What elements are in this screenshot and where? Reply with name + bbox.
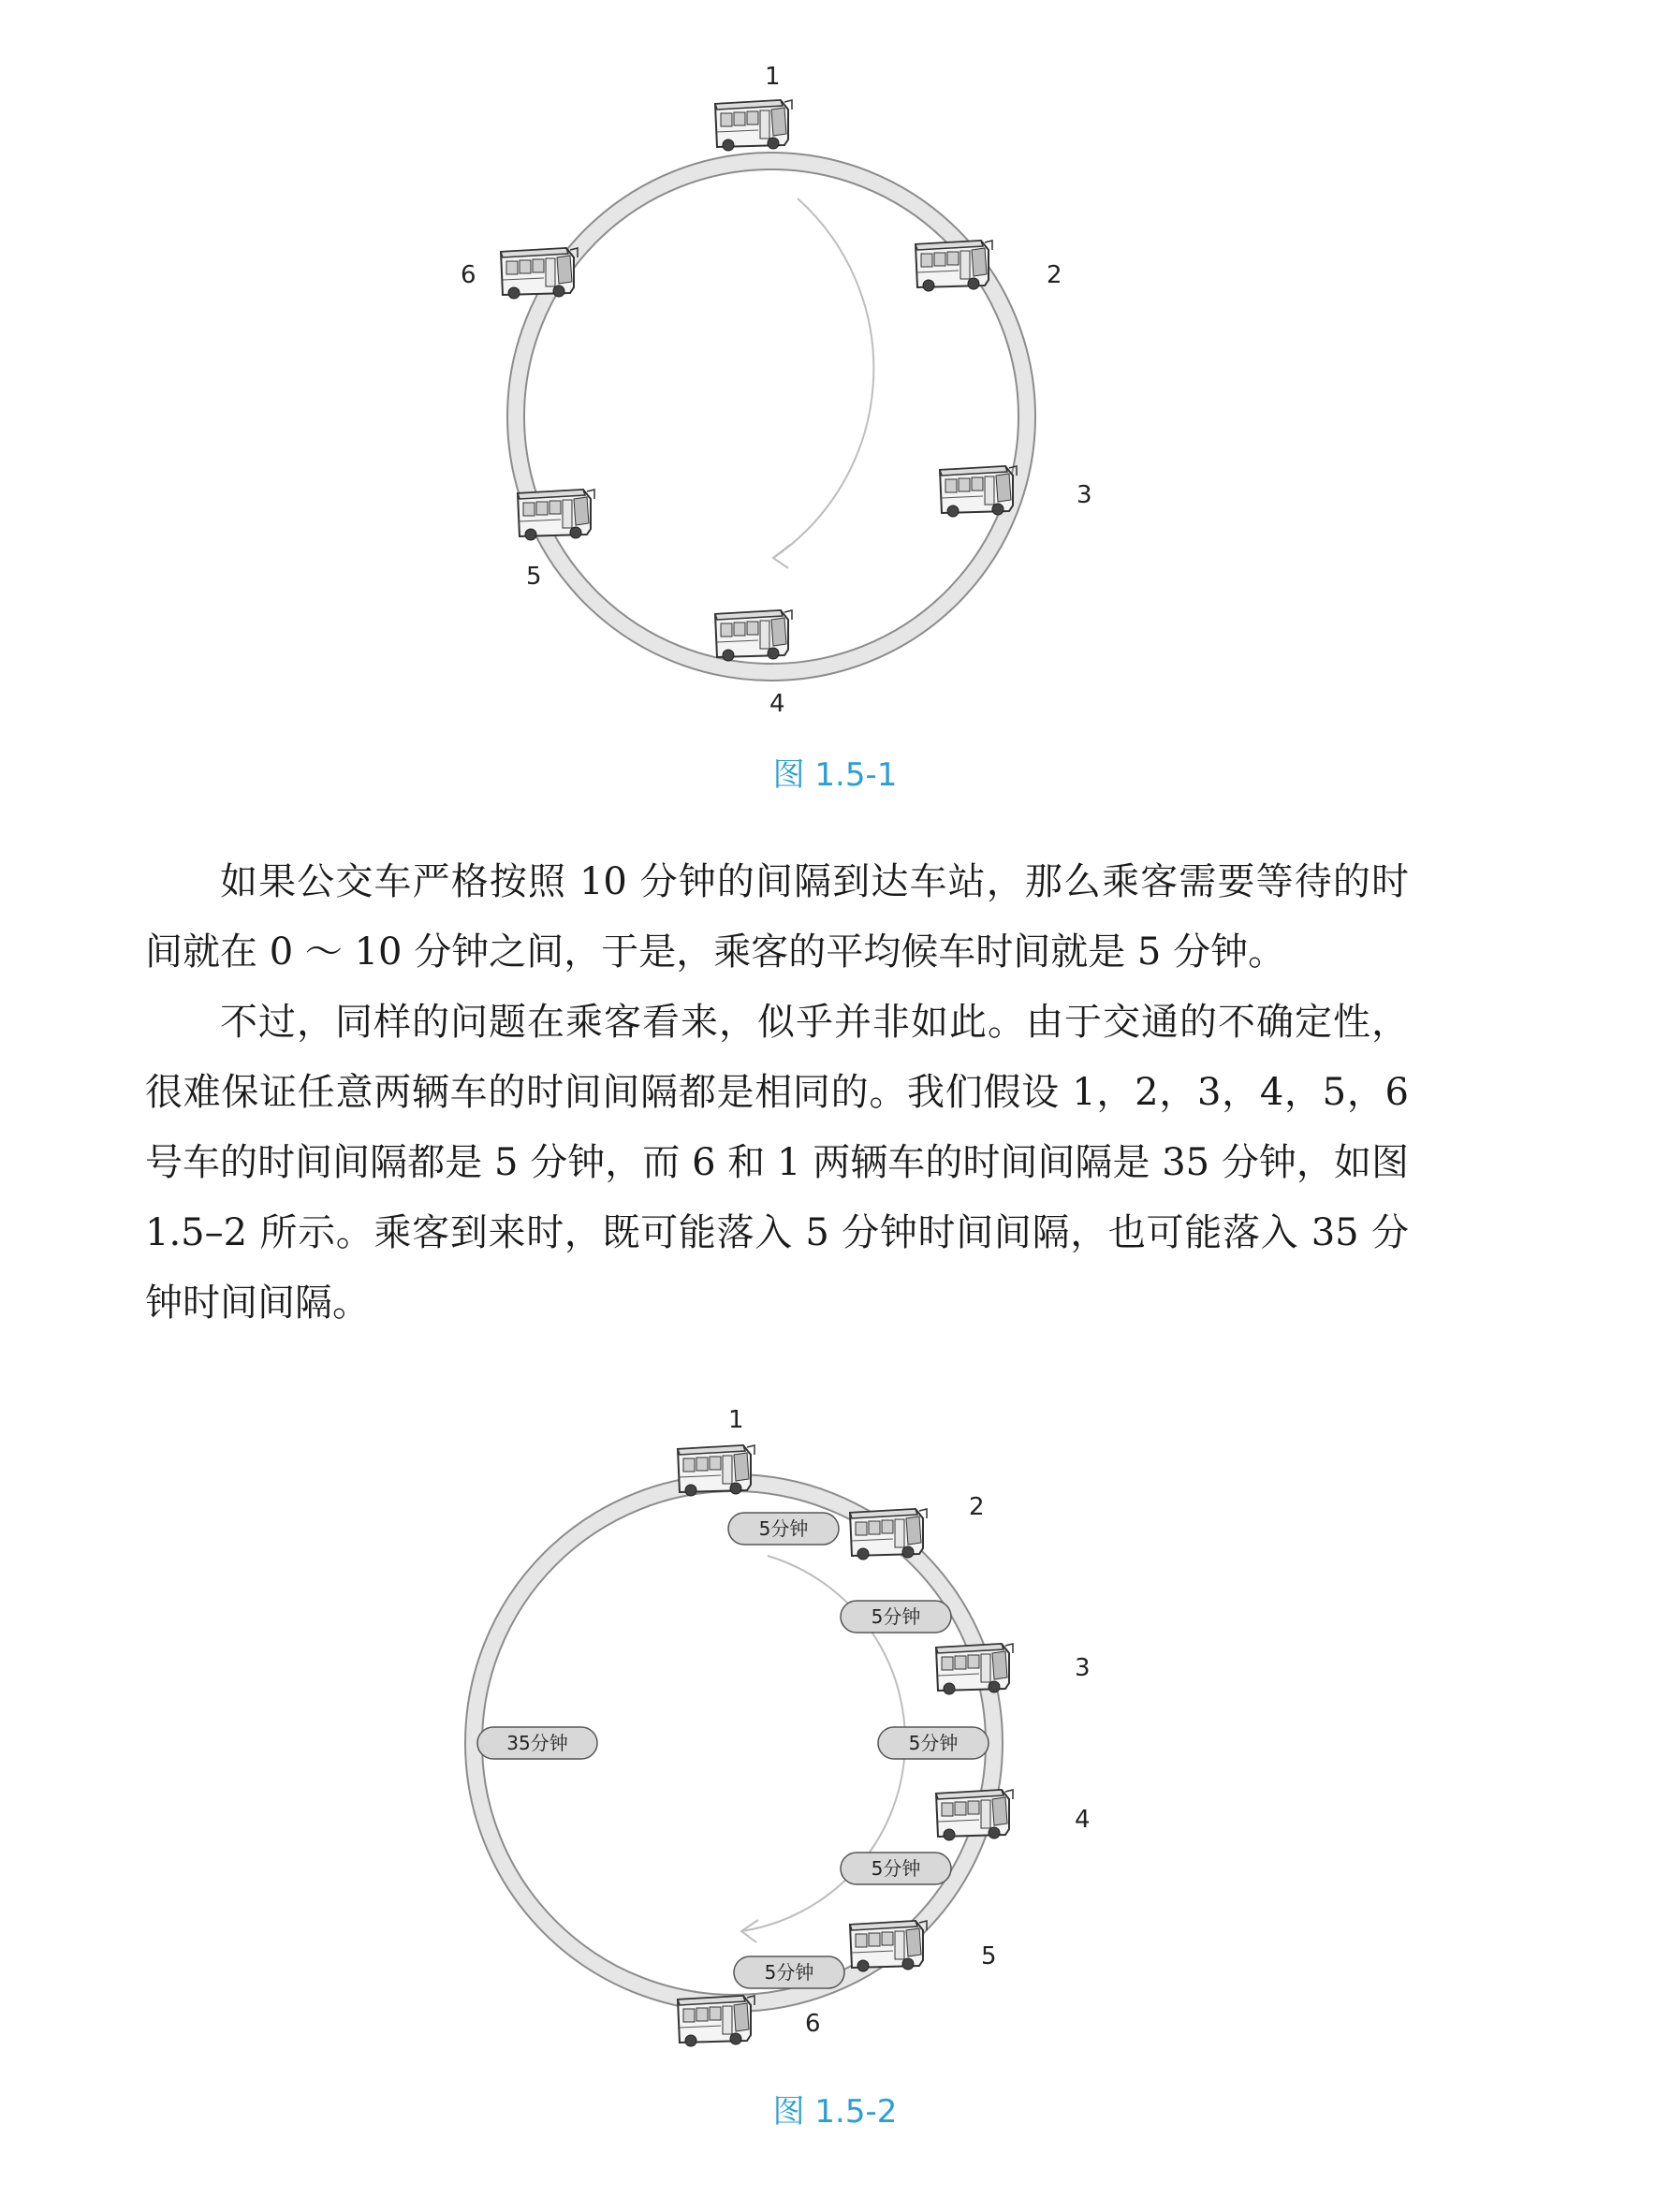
- bus-label-3: 3: [1077, 481, 1092, 509]
- interval-label: 5分钟: [871, 1605, 921, 1628]
- bus-label-6: 6: [805, 2010, 821, 2038]
- paragraph-1: 如果公交车严格按照 10 分钟的间隔到达车站，那么乘客需要等待的时间就在 0 ～ 10 分钟之间，于是，乘客的平均候车时间就是 5 分钟。: [145, 860, 1409, 974]
- direction-arrow-icon: [773, 198, 873, 558]
- bus-icon: [501, 248, 578, 299]
- figure-1-caption: 图 1.5-1: [772, 756, 898, 794]
- interval-pill: [734, 1956, 844, 1988]
- bus-icon: [715, 100, 792, 151]
- bus-label-4: 4: [769, 690, 785, 718]
- route-ring-inner: [516, 161, 1027, 672]
- bus-icon: [916, 241, 992, 291]
- interval-pill-35: [477, 1727, 597, 1759]
- interval-pill: [841, 1853, 951, 1884]
- interval-pill: [878, 1727, 989, 1759]
- bus-label-2: 2: [969, 1493, 985, 1521]
- interval-pill: [728, 1513, 839, 1545]
- bus-label-2: 2: [1047, 261, 1062, 289]
- bus-icon: [850, 1921, 927, 1971]
- bus-icon: [940, 466, 1017, 517]
- figure-2-caption: 图 1.5-2: [772, 2093, 898, 2131]
- paragraph-2: 不过，同样的问题在乘客看来，似乎并非如此。由于交通的不确定性，很难保证任意两辆车的时间间隔都是相同的。我们假设 1，2，3，4，5，6 号车的时间间隔都是 5 分钟，而 6 和 1 两辆车的时间间隔是 35 分钟，如图 1.5–2 所示。乘客到来时，既可能落入 5 分钟时间间隔，也可能落入 35 分钟时间间隔。: [145, 1001, 1409, 1325]
- bus-icon: [518, 490, 594, 540]
- interval-label: 5分钟: [908, 1732, 959, 1754]
- figure-2: [474, 1406, 1091, 2046]
- interval-pill: [841, 1601, 951, 1633]
- interval-label: 5分钟: [764, 1961, 814, 1984]
- bus-icon: [936, 1644, 1013, 1694]
- bus-icon: [678, 1445, 754, 1496]
- interval-label: 5分钟: [758, 1517, 809, 1540]
- bus-icon: [678, 1996, 754, 2046]
- bus-icon: [850, 1509, 927, 1560]
- bus-icon: [715, 610, 792, 661]
- body-text: [145, 847, 1409, 1339]
- bus-label-1: 1: [765, 63, 781, 91]
- interval-label: 5分钟: [871, 1857, 921, 1880]
- figure-1: [461, 63, 1092, 718]
- bus-label-6: 6: [461, 261, 476, 289]
- bus-label-5: 5: [526, 563, 542, 591]
- interval-label: 35分钟: [506, 1732, 568, 1754]
- bus-label-3: 3: [1075, 1654, 1091, 1682]
- bus-label-5: 5: [981, 1942, 997, 1970]
- bus-icon: [936, 1790, 1013, 1840]
- bus-label-1: 1: [728, 1406, 744, 1434]
- bus-label-4: 4: [1075, 1806, 1091, 1834]
